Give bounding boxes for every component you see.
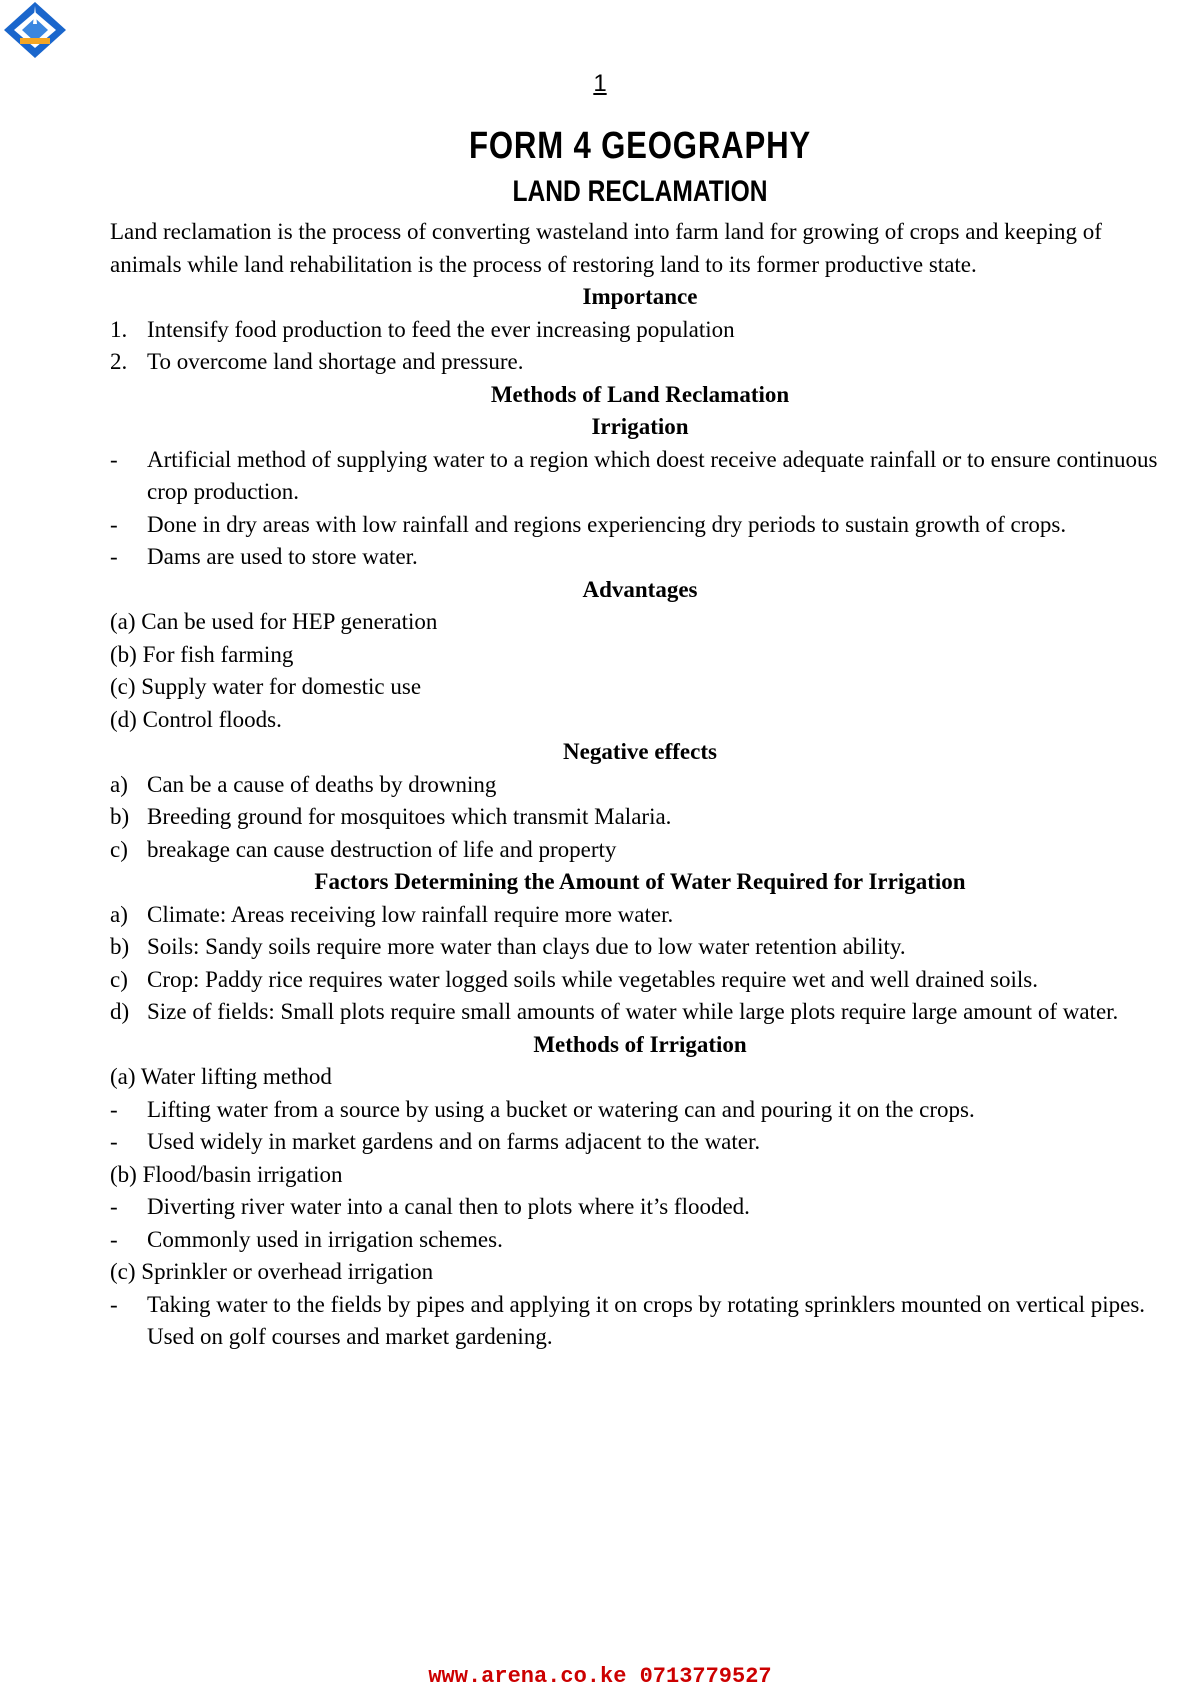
heading-irrigation-methods: Methods of Irrigation: [533, 1031, 747, 1057]
heading-factors: Factors Determining the Amount of Water Required for Irrigation: [314, 869, 966, 894]
heading-irrigation: Irrigation: [591, 414, 689, 439]
list-item: - Commonly used in irrigation schemes.: [110, 1226, 503, 1252]
method-label: (b) Flood/basin irrigation: [110, 1161, 343, 1187]
list-item: c) breakage can cause destruction of life and property: [110, 836, 617, 862]
list-item: b) Breeding ground for mosquitoes which transmit Malaria.: [110, 804, 672, 829]
footer-contact: www.arena.co.ke 0713779527: [428, 1664, 772, 1689]
list-item: (c) Supply water for domestic use: [110, 674, 422, 699]
list-item: - Taking water to the fields by pipes and applying it on crops by rotating sprinklers mounted on vertical pipes.: [110, 1291, 1146, 1317]
list-item: a) Climate: Areas receiving low rainfall require more water.: [110, 901, 674, 927]
list-item: a) Can be a cause of deaths by drowning: [110, 771, 497, 797]
page-title: FORM 4 GEOGRAPHY: [468, 125, 812, 167]
list-item: b) Soils: Sandy soils require more water than clays due to low water retention ability.: [110, 934, 906, 959]
intro-paragraph: Land reclamation is the process of converting wasteland into farm land for growing of crops and keeping of animals while land rehabilitation is the process of restoring land to its former productive state.: [110, 219, 1102, 277]
list-item: c) Crop: Paddy rice requires water logged soils while vegetables require wet and well drained soils.: [110, 966, 1038, 992]
list-item: (b) For fish farming: [110, 641, 294, 667]
heading-methods: Methods of Land Reclamation: [490, 381, 790, 407]
method-label: (a) Water lifting method: [110, 1064, 332, 1089]
list-item: - Artificial method of supplying water to a region which doest receive adequate rainfall or to ensure continuous crop production.: [110, 446, 1158, 504]
list-item: 2. To overcome land shortage and pressure.: [110, 349, 524, 374]
heading-advantages: Advantages: [582, 576, 698, 602]
method-label: (c) Sprinkler or overhead irrigation: [110, 1259, 434, 1284]
list-item: - Dams are used to store water.: [110, 544, 418, 569]
arena-logo-icon: [2, 0, 68, 60]
list-item: - Used widely in market gardens and on farms adjacent to the water.: [110, 1129, 761, 1154]
page-subtitle: LAND RECLAMATION: [512, 175, 768, 208]
list-item: (d) Control floods.: [110, 706, 282, 732]
list-item: - Done in dry areas with low rainfall and regions experiencing dry periods to sustain growth of crops.: [110, 511, 1067, 537]
list-item: d) Size of fields: Small plots require small amounts of water while large plots require large amount of water.: [110, 999, 1119, 1024]
document-body: [110, 120, 1170, 1354]
heading-importance: Importance: [582, 284, 698, 309]
heading-negative-effects: Negative effects: [563, 739, 717, 764]
list-item: (a) Can be used for HEP generation: [110, 609, 438, 634]
list-item: - Diverting river water into a canal then to plots where it’s flooded.: [110, 1194, 750, 1219]
continuation-line: Used on golf courses and market gardening.: [147, 1324, 553, 1349]
page-number: 1: [593, 70, 607, 97]
list-item: 1. Intensify food production to feed the ever increasing population: [110, 316, 735, 342]
list-item: - Lifting water from a source by using a bucket or watering can and pouring it on the crops.: [110, 1096, 975, 1122]
